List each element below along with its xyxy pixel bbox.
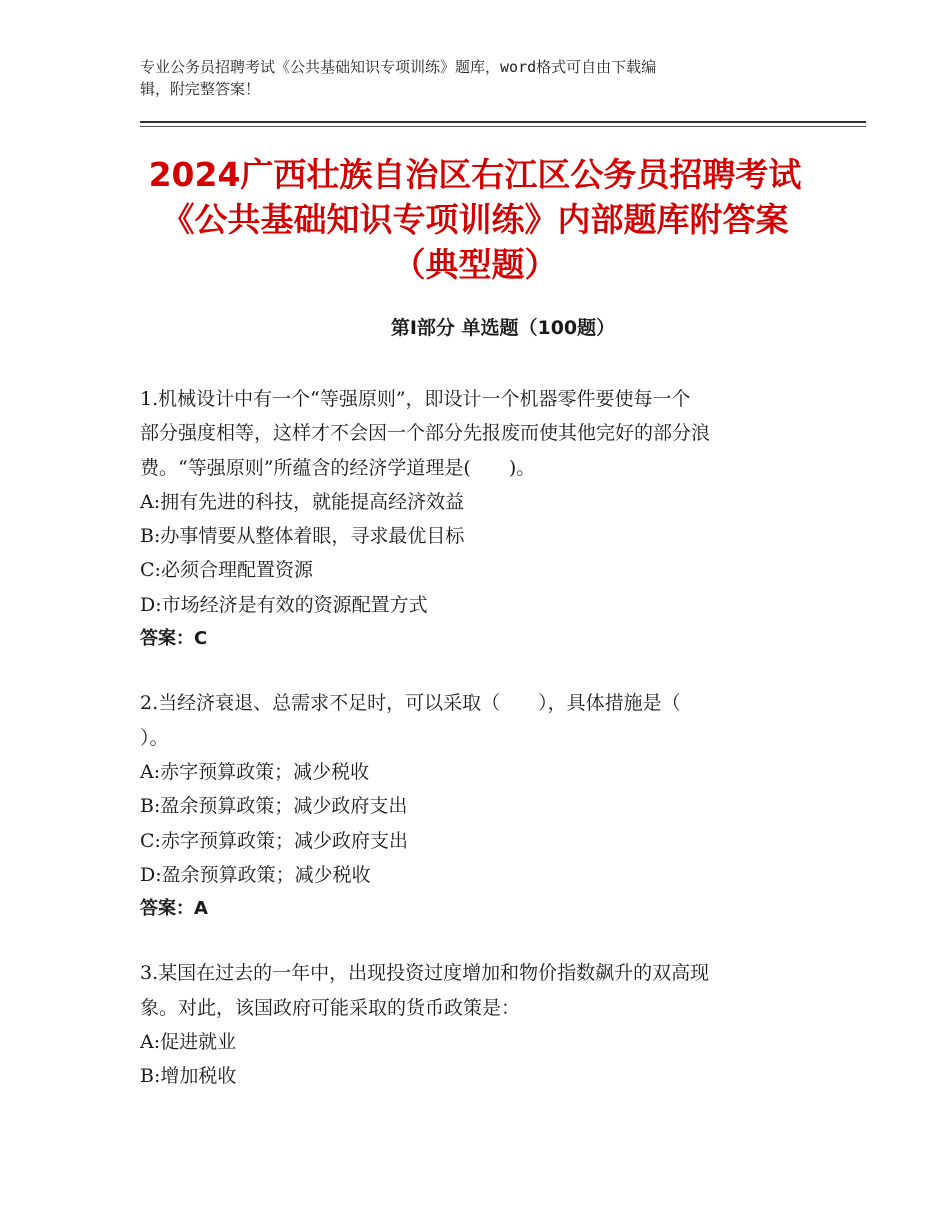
question-list <box>140 382 820 1124</box>
option-d: D:盈余预算政策；减少税收 <box>140 863 371 886</box>
option-b: B:盈余预算政策；减少政府支出 <box>140 795 408 818</box>
header-note-line: 专业公务员招聘考试《公共基础知识专项训练》题库，word格式可自由下载编 <box>140 58 657 76</box>
question-stem-line: 3.某国在过去的一年中，出现投资过度增加和物价指数飙升的双高现 <box>140 962 710 985</box>
title-line: 2024广西壮族自治区右江区公务员招聘考试 <box>148 155 802 194</box>
question-stem-line: 1.机械设计中有一个“等强原则”，即设计一个机器零件要使每一个 <box>140 388 691 410</box>
option-a: A:赤字预算政策；减少税收 <box>140 760 370 783</box>
answer: 答案：A <box>140 898 208 920</box>
question-stem-line: 费。“等强原则”所蕴含的经济学道理是( )。 <box>140 456 536 479</box>
question-1 <box>140 382 820 656</box>
question-stem-line: ）。 <box>140 726 169 749</box>
option-b: B:办事情要从整体着眼，寻求最优目标 <box>140 525 465 548</box>
header-note-line: 辑，附完整答案！ <box>140 80 261 98</box>
question-3 <box>140 956 820 1093</box>
question-2 <box>140 686 820 926</box>
option-d: D:市场经济是有效的资源配置方式 <box>140 593 428 616</box>
option-a: A:促进就业 <box>140 1031 237 1054</box>
option-c: C:必须合理配置资源 <box>140 559 313 582</box>
title-line: （典型题） <box>392 245 558 284</box>
header-note <box>140 56 800 100</box>
title-line: 《公共基础知识专项训练》内部题库附答案 <box>161 200 789 239</box>
header-divider-thin <box>140 126 866 127</box>
option-a: A:拥有先进的科技，就能提高经济效益 <box>140 490 465 513</box>
header-divider <box>140 121 866 123</box>
answer: 答案：C <box>140 628 208 650</box>
option-b: B:增加税收 <box>140 1065 237 1088</box>
question-stem-line: 部分强度相等，这样才不会因一个部分先报废而使其他完好的部分浪 <box>140 422 711 445</box>
section-heading: 第Ⅰ部分 单选题（100题） <box>390 317 616 339</box>
question-stem-line: 象。对此，该国政府可能采取的货币政策是： <box>140 996 521 1019</box>
option-c: C:赤字预算政策；减少政府支出 <box>140 829 408 852</box>
document-title <box>120 152 830 287</box>
question-stem-line: 2.当经济衰退、总需求不足时，可以采取（ ），具体措施是（ <box>140 692 681 715</box>
